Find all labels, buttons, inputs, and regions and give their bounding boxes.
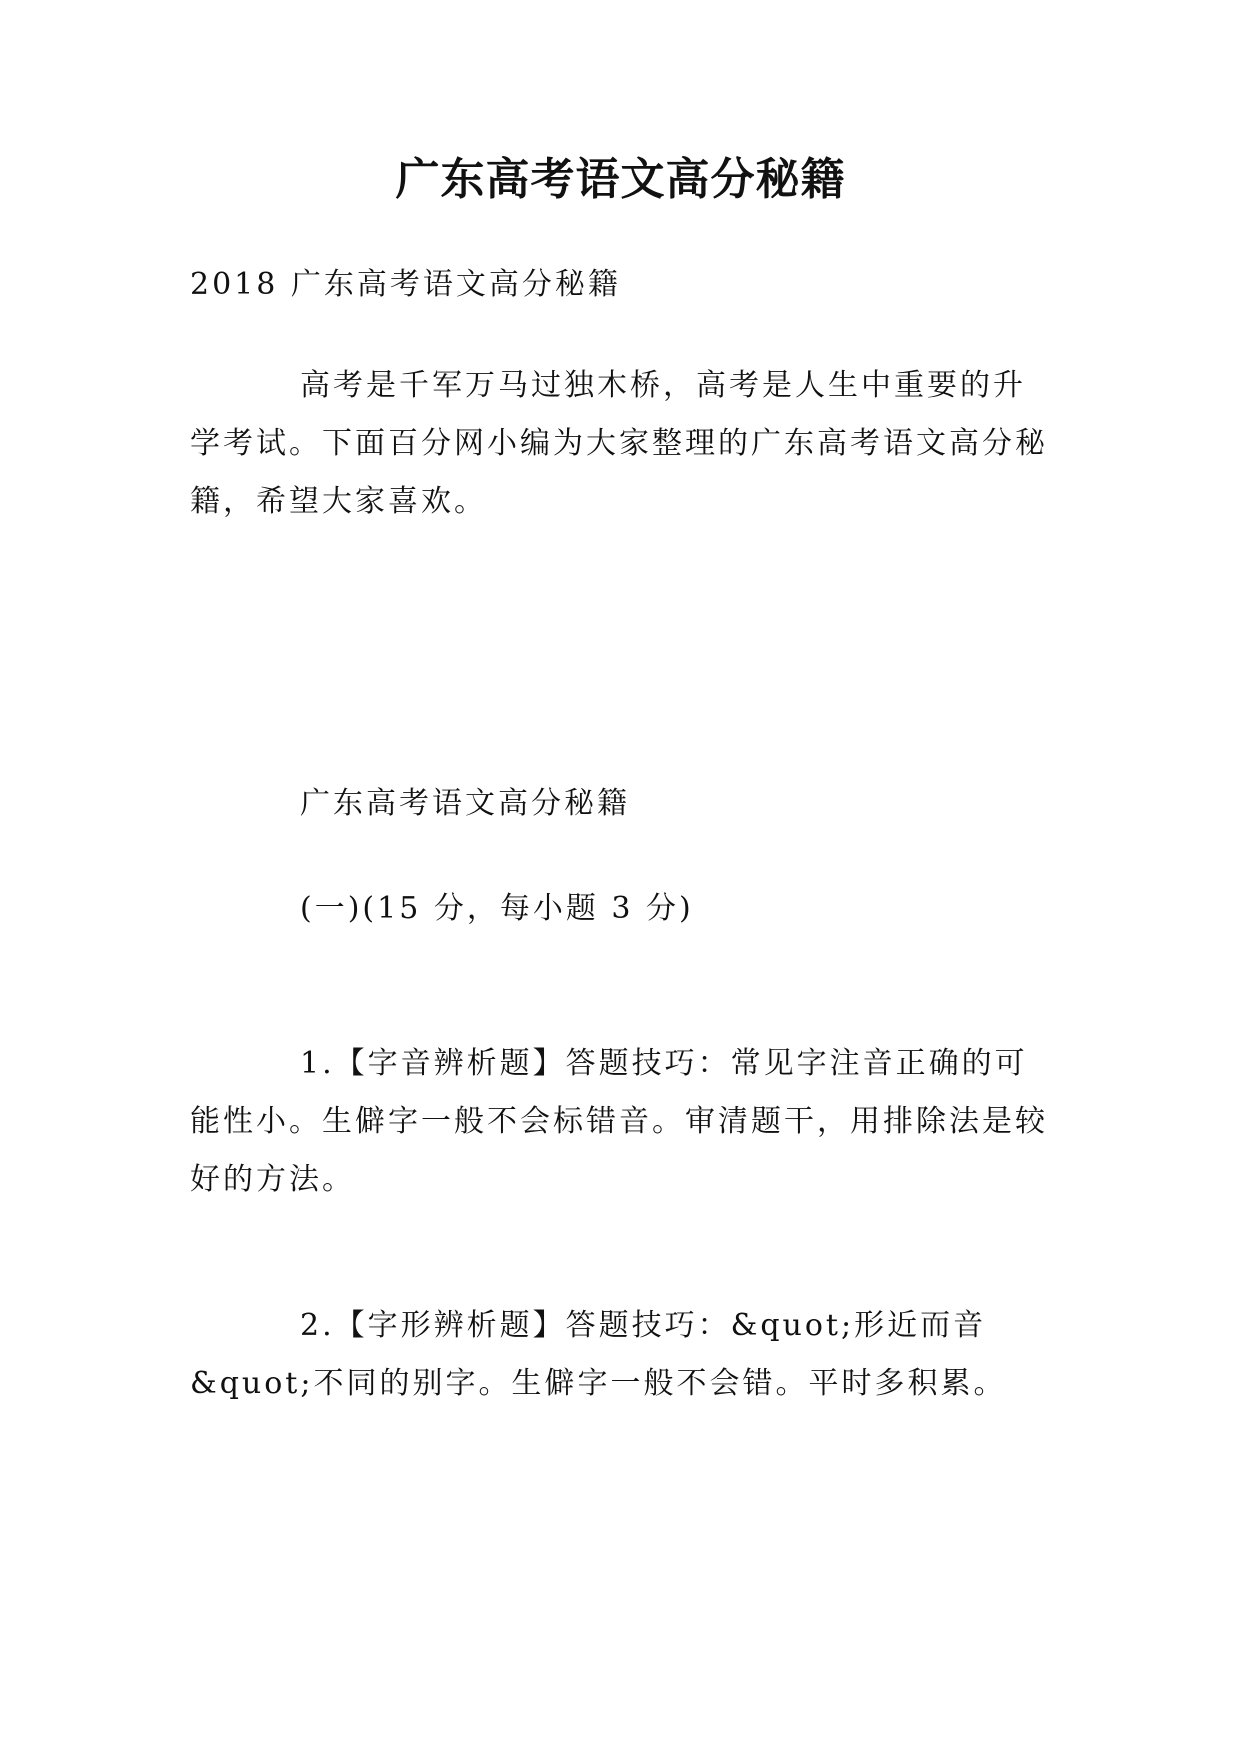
section-part-heading: (一)(15 分，每小题 3 分) bbox=[300, 891, 694, 926]
intro-paragraph: 高考是千军万马过独木桥，高考是人生中重要的升学考试。下面百分网小编为大家整理的广东高考语文高分秘籍，希望大家喜欢。 bbox=[190, 368, 1048, 519]
section-title: 广东高考语文高分秘籍 bbox=[300, 786, 630, 821]
item-1-paragraph: 1.【字音辨析题】答题技巧：常见字注音正确的可能性小。生僻字一般不会标错音。审清题干，用排除法是较好的方法。 bbox=[190, 1046, 1048, 1197]
item-2-paragraph: 2.【字形辨析题】答题技巧：&quot;形近而音&quot;不同的别字。生僻字一般不会错。平时多积累。 bbox=[190, 1308, 1007, 1401]
heading-line: 2018 广东高考语文高分秘籍 bbox=[190, 267, 621, 302]
document-title: 广东高考语文高分秘籍 bbox=[395, 154, 846, 205]
